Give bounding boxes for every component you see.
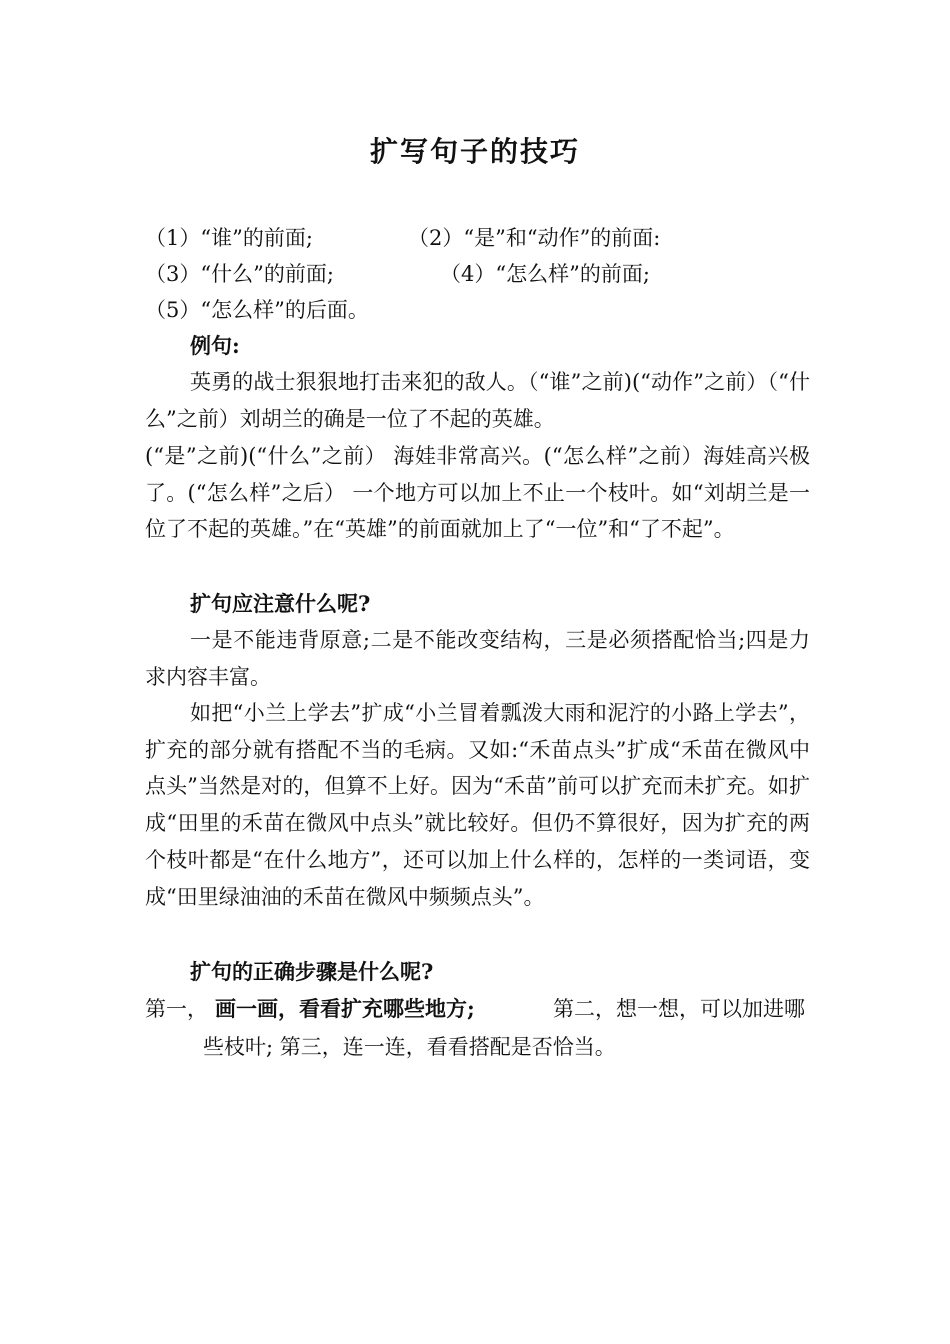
attention-heading: 扩句应注意什么呢? xyxy=(190,591,371,616)
position-item-5: （5）“怎么样”的后面。 xyxy=(145,298,369,322)
example-paragraph: 英勇的战士狠狠地打击来犯的敌人。（“谁”之前)(“动作”之前）（“什么”之前）刘胡兰的确是一位了不起的英雄。 xyxy=(145,370,810,431)
example-heading: 例句: xyxy=(190,333,240,358)
example-paragraph-continued: (“是”之前)(“什么”之前） 海娃非常高兴。(“怎么样”之前）海娃高兴极了。(“怎么样”之后） 一个地方可以加上不止一个枝叶。如“刘胡兰是一位了不起的英雄。”在“英雄”的前面就加上了“一位”和“了不起”。 xyxy=(145,444,810,542)
position-item-2: （2）“是”和“动作”的前面: xyxy=(408,226,661,250)
attention-paragraph: 一是不能违背原意;二是不能改变结构，三是必须搭配恰当;四是力求内容丰富。 xyxy=(145,628,810,689)
document-title: 扩写句子的技巧 xyxy=(369,135,580,168)
step-continuation: 些枝叶; 第三，连一连，看看搭配是否恰当。 xyxy=(203,1035,616,1059)
position-item-1: （1）“谁”的前面; xyxy=(145,226,313,250)
step-second-text: 第二，想一想，可以加进哪 xyxy=(553,997,805,1021)
step-first-text: 画一画，看看扩充哪些地方; xyxy=(215,996,475,1021)
steps-heading: 扩句的正确步骤是什么呢? xyxy=(190,959,434,984)
detail-paragraph: 如把“小兰上学去”扩成“小兰冒着瓢泼大雨和泥泞的小路上学去”，扩充的部分就有搭配不当的毛病。又如:“禾苗点头”扩成“禾苗在微风中点头”当然是对的，但算不上好。因为“禾苗”前可以扩充而未扩充。如扩成“田里的禾苗在微风中点头”就比较好。但仍不算很好，因为扩充的两个枝叶都是“在什么地方”，还可以加上什么样的，怎样的一类词语，变成“田里绿油油的禾苗在微风中频频点头”。 xyxy=(145,701,810,909)
position-item-3: （3）“什么”的前面; xyxy=(145,262,334,286)
position-item-4: （4）“怎么样”的前面; xyxy=(440,262,650,286)
step-first-label: 第一， xyxy=(145,997,208,1021)
